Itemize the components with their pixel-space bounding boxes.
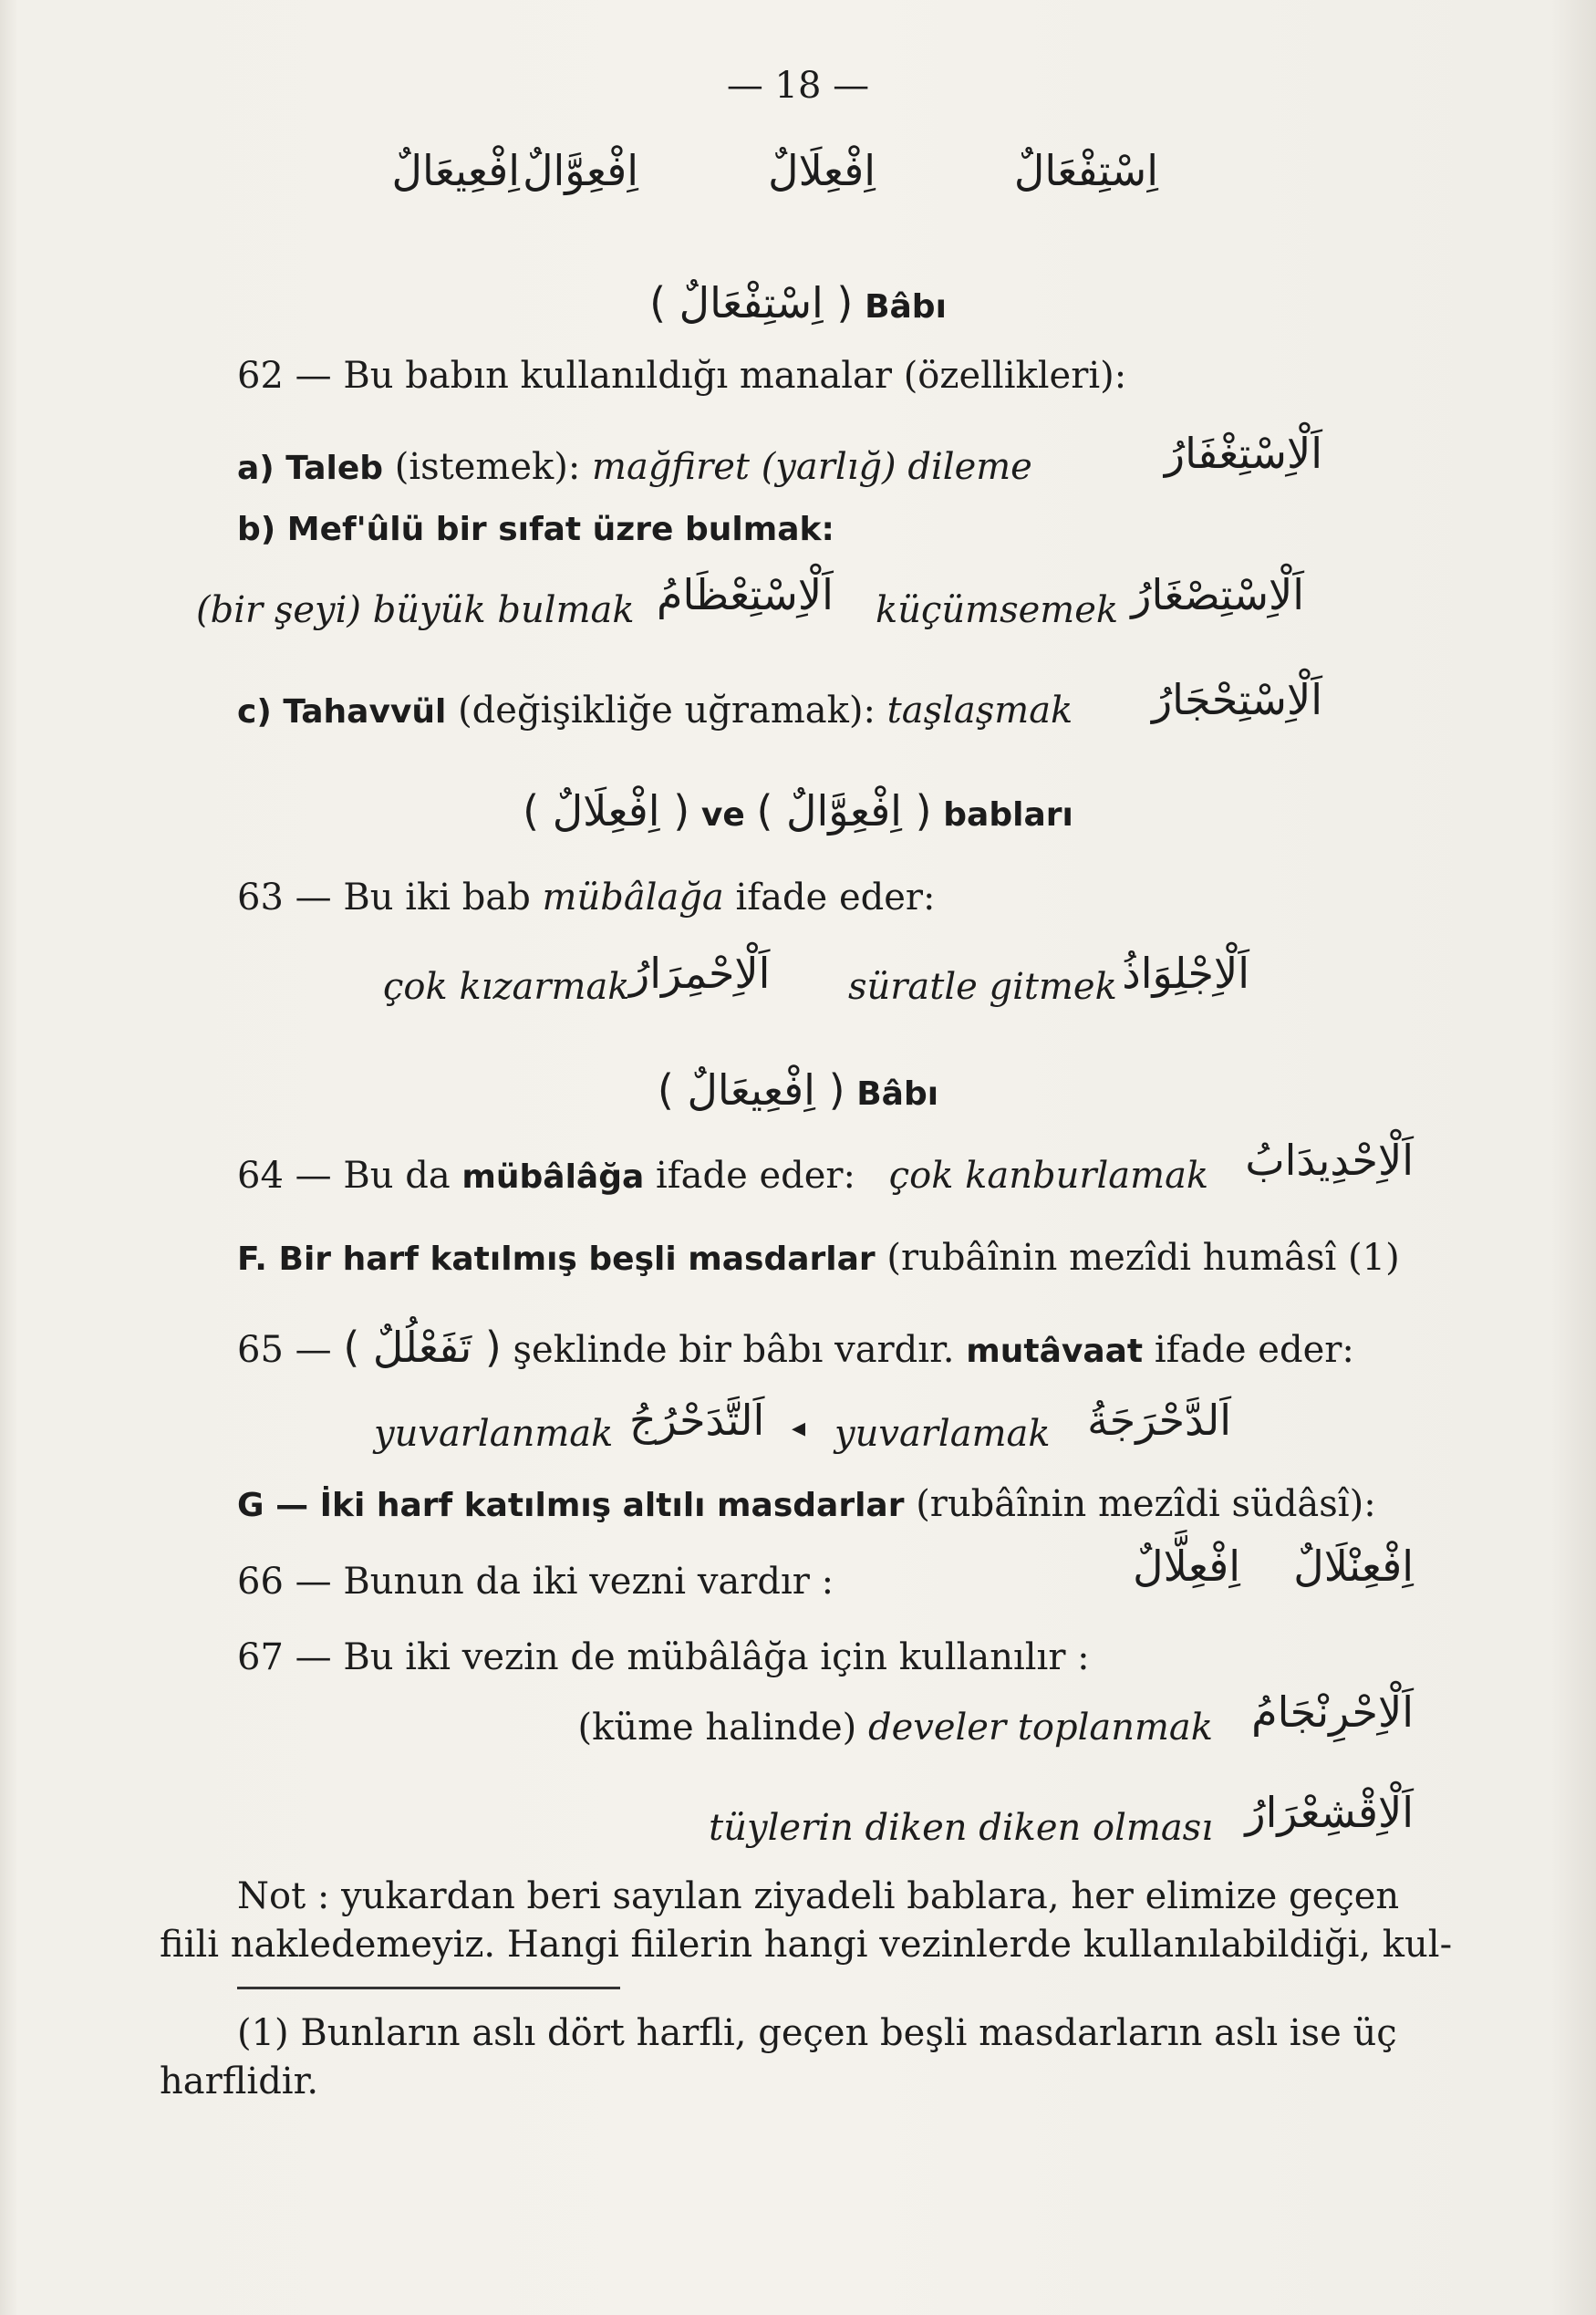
section-f-label: F. Bir harf katılmış beşli masdarlar (237, 1241, 876, 1278)
bab-heading-label: Bâbı (865, 288, 947, 326)
b2-example: küçümsemek (876, 589, 1119, 631)
c-rest: (değişikliğe uğramak): (458, 690, 876, 732)
section-g-label: G — İki harf katılmış altılı masdarlar (237, 1487, 905, 1524)
c-example: taşlaşmak (886, 690, 1073, 732)
67-example-1 (577, 1706, 1213, 1749)
arrow-icon: ◂ (792, 1412, 806, 1444)
a-arabic: اَلْاِسْتِغْفَارُ (1164, 429, 1322, 478)
section-f (237, 1236, 1400, 1280)
header-form-2: اِفْعِلَالٌ (768, 146, 876, 195)
item-text: — Bunun da iki vezni vardır : (295, 1561, 834, 1603)
67-example-1-pre: (küme halinde) (577, 1707, 857, 1749)
item-bold: mutâvaat (966, 1333, 1144, 1370)
section-f-rest: (rubâînin mezîdi humâsî (1) (886, 1237, 1400, 1279)
item-text: — Bu iki vezin de mübâlâğa için kullanılır : (295, 1636, 1090, 1678)
item-number: 66 (237, 1561, 284, 1603)
65-arabic-form: ( تَفَعْلُلٌ ) (343, 1323, 502, 1372)
footnote-divider (237, 1987, 620, 1989)
item-text-post: ifade eder: (656, 1155, 855, 1197)
b1-arabic: اَلْاِسْتِعْظَامُ (657, 570, 834, 619)
page-number: — 18 — (726, 65, 870, 107)
64-arabic: اَلْاِحْدِيدَابُ (1245, 1136, 1414, 1185)
65-arabic-1: اَلتَّدَحْرُجُ (629, 1396, 765, 1445)
65-example-2: yuvarlamak (834, 1413, 1051, 1455)
67-arabic-1: اَلْاِحْرِنْجَامُ (1251, 1687, 1414, 1737)
item-62-b (237, 506, 834, 550)
item-number: 63 (237, 877, 284, 919)
b1-example: (bir şeyi) büyük bulmak (196, 589, 635, 631)
66-arabic-1: اِفْعِنْلَالٌ (1293, 1542, 1414, 1591)
bab2-arabic-1: ( اِفْعِلَالٌ ) (523, 786, 690, 836)
item-65 (237, 1323, 1354, 1373)
header-form-1: اِسْتِفْعَالٌ (1013, 146, 1158, 195)
item-number: 65 (237, 1329, 284, 1371)
item-62 (237, 354, 1126, 398)
note-line-1: Not : yukardan beri sayılan ziyadeli bablara, her elimize geçen (237, 1875, 1400, 1917)
bab3-arabic: ( اِفْعِيعَالٌ ) (657, 1065, 845, 1115)
67-example-2: tüylerin diken diken olması (709, 1807, 1213, 1849)
item-66 (237, 1560, 834, 1604)
63-example-1: çok kızarmak (383, 966, 630, 1008)
65-example-1: yuvarlanmak (374, 1413, 614, 1455)
bab-heading-istifal (0, 278, 1596, 328)
item-number: 62 (237, 355, 284, 397)
note-line-2: fiili nakledemeyiz. Hangi fiilerin hangi vezinlerde kullanılabildiği, kul- (160, 1924, 1453, 1966)
65-arabic-2: اَلدَّحْرَجَةُ (1087, 1396, 1231, 1445)
b-label: b) Mef'ûlü bir sıfat üzre bulmak: (237, 511, 834, 548)
63-arabic-1: اَلْاِحْمِرَارُ (629, 949, 771, 998)
66-arabic-2: اِفْعِلَّالٌ (1133, 1542, 1240, 1591)
item-text: — Bu babın kullanıldığı manalar (özellikleri): (295, 355, 1127, 397)
63-arabic-2: اَلْاِجْلِوَاذُ (1122, 949, 1249, 998)
bab2-label: babları (943, 796, 1073, 834)
section-g-rest: (rubâînin mezîdi südâsî): (916, 1483, 1376, 1525)
header-form-4: اِفْعِيعَالٌ (391, 146, 520, 195)
67-arabic-2: اَلْاِقْشِعْرَارُ (1245, 1788, 1414, 1837)
item-62-a (237, 445, 1032, 489)
bab-heading-ifilal (0, 786, 1596, 836)
item-italic: mübâlağa (542, 877, 724, 919)
64-example: çok kanburlamak (888, 1155, 1209, 1197)
item-text-post: ifade eder: (1154, 1329, 1354, 1371)
item-text-post: ifade eder: (735, 877, 936, 919)
header-form-3: اِفْعِوَّالٌ (523, 146, 638, 195)
bab3-label: Bâbı (856, 1075, 939, 1113)
bab-heading-arabic: ( اِسْتِفْعَالٌ ) (649, 278, 854, 327)
item-text: — Bu da (295, 1155, 451, 1197)
bab2-arabic-2: ( اِفْعِوَّالٌ ) (756, 786, 932, 836)
item-text: — Bu iki bab (295, 877, 531, 919)
bab2-ve: ve (700, 796, 745, 834)
item-63 (237, 876, 935, 919)
item-64 (237, 1154, 1208, 1198)
c-arabic: اَلْاِسْتِحْجَارُ (1151, 675, 1322, 724)
b2-arabic: اَلْاِسْتِصْغَارُ (1131, 570, 1304, 619)
section-g (237, 1482, 1376, 1526)
item-text: şeklinde bir bâbı vardır. (513, 1329, 955, 1371)
item-dash: — (295, 1329, 332, 1371)
a-label: a) Taleb (237, 450, 384, 487)
67-example-1-text: develer toplanmak (867, 1707, 1213, 1749)
bab-heading-ifial (0, 1065, 1596, 1116)
item-67 (237, 1635, 1090, 1679)
63-example-2: süratle gitmek (848, 966, 1117, 1008)
item-number: 64 (237, 1155, 284, 1197)
item-62-c (237, 689, 1073, 732)
item-bold: mübâlâğa (461, 1158, 645, 1196)
a-rest: (istemek): (394, 446, 581, 488)
item-number: 67 (237, 1636, 284, 1678)
footnote-line-2: harflidir. (160, 2061, 319, 2102)
a-example: mağfiret (yarlığ) dileme (592, 446, 1032, 488)
c-label: c) Tahavvül (237, 693, 447, 731)
footnote-line-1: (1) Bunların aslı dört harfli, geçen beşli masdarların aslı ise üç (237, 2012, 1397, 2054)
